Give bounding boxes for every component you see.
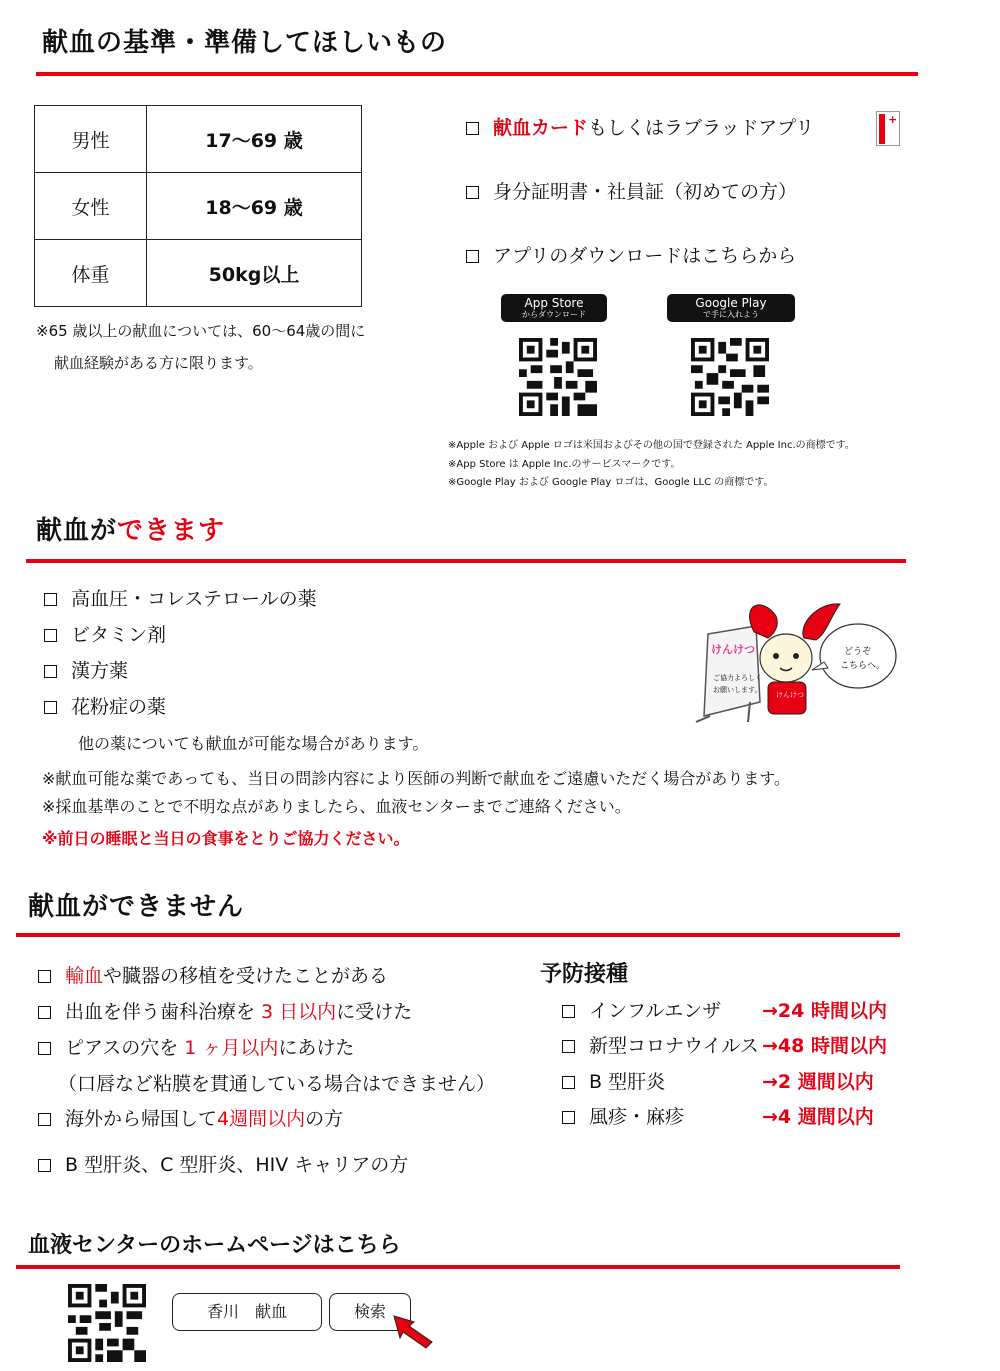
vaccination-item: [562, 1067, 665, 1094]
sleep-meal-note: ※前日の睡眠と当日の食事をとりご協力ください。: [42, 829, 410, 848]
checkbox-icon: [44, 701, 57, 714]
vaccine-period: →2 週間以内: [762, 1071, 874, 1093]
item-text: 海外から帰国して: [65, 1108, 218, 1130]
item-text: アプリのダウンロードはこちらから: [493, 245, 797, 267]
checklist-item: [466, 241, 796, 268]
checkbox-icon: [562, 1005, 575, 1018]
app-store-badge[interactable]: [501, 294, 607, 322]
mascot-bubble-line1: どうぞ: [844, 647, 872, 657]
checkbox-icon: [466, 186, 479, 199]
table-row: [35, 173, 362, 240]
item-text: ビタミン剤: [71, 624, 167, 646]
checkbox-icon: [562, 1040, 575, 1053]
checklist-item: [38, 1104, 343, 1131]
contact-note: ※採血基準のことで不明な点がありましたら、血液センターまでご連絡ください。: [42, 797, 631, 816]
google-play-qr-icon[interactable]: [690, 338, 770, 416]
title-highlight: できます: [117, 516, 226, 546]
checklist-item: [44, 584, 317, 611]
badge-sublabel: からダウンロード: [522, 310, 586, 319]
homepage-qr-icon[interactable]: [68, 1284, 146, 1362]
mascot-sign-text: けんけつ: [711, 643, 755, 656]
trademark-googleplay: ※Google Play および Google Play ロゴは、Google LLC の商標です。: [448, 477, 774, 488]
vaccine-period: →4 週間以内: [762, 1106, 874, 1128]
item-text: ピアスの穴を: [65, 1037, 185, 1059]
item-text: 身分証明書・社員証（初めての方）: [493, 181, 798, 203]
vaccine-name: 風疹・麻疹: [589, 1106, 685, 1128]
checklist-item: [44, 620, 166, 647]
search-button[interactable]: 検索: [329, 1293, 411, 1331]
vaccine-name: B 型肝炎: [589, 1071, 666, 1093]
checkbox-icon: [38, 1159, 51, 1172]
checkbox-icon: [466, 250, 479, 263]
section-rule: [26, 559, 906, 563]
item-text: 漢方薬: [71, 660, 129, 682]
item-text: にあけた: [278, 1037, 355, 1059]
item-text: 出血を伴う歯科治療を: [65, 1001, 262, 1023]
criteria-table: [34, 105, 362, 307]
section-rule: [16, 933, 900, 937]
section-title-can-donate: [36, 510, 225, 547]
vaccination-title: 予防接種: [540, 962, 629, 987]
checkbox-icon: [44, 593, 57, 606]
other-medicine-note: 他の薬についても献血が可能な場合があります。: [78, 734, 429, 753]
medicine-note: ※献血可能な薬であっても、当日の問診内容により医師の判断で献血をご遠慮いただく場合があります。: [42, 769, 790, 788]
mascot-shirt-text: けんけつ: [776, 691, 804, 699]
section-rule: [16, 1265, 900, 1269]
checkbox-icon: [562, 1111, 575, 1124]
item-text: B 型肝炎、C 型肝炎、HIV キャリアの方: [65, 1154, 409, 1176]
vaccination-item: [562, 1102, 684, 1129]
badge-sublabel: で手に入れよう: [703, 310, 759, 319]
search-query-box[interactable]: 香川 献血: [172, 1293, 322, 1331]
section-title-cannot-donate: 献血ができません: [28, 892, 245, 922]
pointer-arrow-icon: [392, 1312, 434, 1350]
section-rule: [36, 72, 918, 76]
checkbox-icon: [38, 1006, 51, 1019]
checkbox-icon: [562, 1076, 575, 1089]
age-note-line1: ※65 歳以上の献血については、60〜64歳の間に: [36, 322, 366, 340]
age-note-line2: 献血経験がある方に限ります。: [54, 354, 263, 372]
table-cell-label: 女性: [35, 173, 147, 240]
donor-card-icon: +: [876, 111, 900, 146]
table-cell-value: 18〜69 歳: [147, 173, 362, 240]
checkbox-icon: [44, 665, 57, 678]
badge-label: Google Play: [695, 296, 767, 310]
checklist-item: [466, 113, 814, 140]
mascot-sign-sub2: お願いします。: [713, 686, 762, 694]
section-title-criteria: 献血の基準・準備してほしいもの: [42, 28, 448, 58]
item-text: や臓器の移植を受けたことがある: [103, 965, 389, 987]
table-cell-value: 17〜69 歳: [147, 106, 362, 173]
trademark-appstore: ※App Store は Apple Inc.のサービスマークです。: [448, 459, 681, 470]
table-cell-label: 体重: [35, 240, 147, 307]
table-row: [35, 106, 362, 173]
checklist-item: [466, 177, 797, 204]
piercing-note: （口唇など粘膜を貫通している場合はできません）: [58, 1073, 496, 1095]
mascot-sign-sub1: ご協力よろしく: [713, 674, 762, 682]
mascot-bubble-line2: こちらへ。: [840, 661, 886, 671]
highlight-text: 輸血: [65, 965, 104, 987]
item-text: 高血圧・コレステロールの薬: [71, 588, 317, 610]
item-text: に受けた: [336, 1001, 413, 1023]
checkbox-icon: [466, 122, 479, 135]
vaccine-period: →24 時間以内: [762, 1000, 887, 1022]
table-cell-label: 男性: [35, 106, 147, 173]
table-row: [35, 240, 362, 307]
badge-label: App Store: [524, 296, 584, 310]
google-play-badge[interactable]: [667, 294, 795, 322]
vaccine-name: インフルエンザ: [589, 1000, 722, 1022]
highlight-text: 1 ヶ月以内: [184, 1037, 279, 1059]
checkbox-icon: [38, 1042, 51, 1055]
vaccination-item: [562, 996, 721, 1023]
item-text: もしくはラブラッドアプリ: [588, 117, 815, 139]
table-cell-value: 50kg以上: [147, 240, 362, 307]
checklist-item: [38, 961, 388, 988]
vaccine-period: →48 時間以内: [762, 1035, 887, 1057]
checklist-item: [38, 1033, 354, 1060]
highlight-text: 4週間以内: [217, 1108, 306, 1130]
section-title-homepage: 血液センターのホームページはこちら: [28, 1233, 401, 1258]
item-text: の方: [305, 1108, 344, 1130]
checkbox-icon: [38, 1113, 51, 1126]
checkbox-icon: [44, 629, 57, 642]
trademark-apple: ※Apple および Apple ロゴは米国およびその他の国で登録された Apple Inc.の商標です。: [448, 440, 855, 451]
title-text: 献血が: [36, 516, 118, 546]
vaccine-name: 新型コロナウイルス: [589, 1035, 759, 1057]
highlight-text: 献血カード: [493, 117, 589, 139]
checklist-item: [38, 1150, 408, 1177]
checklist-item: [44, 692, 166, 719]
highlight-text: 3 日以内: [261, 1001, 337, 1023]
checklist-item: [44, 656, 128, 683]
checkbox-icon: [38, 970, 51, 983]
item-text: 花粉症の薬: [71, 696, 167, 718]
checklist-item: [38, 997, 412, 1024]
vaccination-item: [562, 1031, 759, 1058]
app-store-qr-icon[interactable]: [518, 338, 598, 416]
